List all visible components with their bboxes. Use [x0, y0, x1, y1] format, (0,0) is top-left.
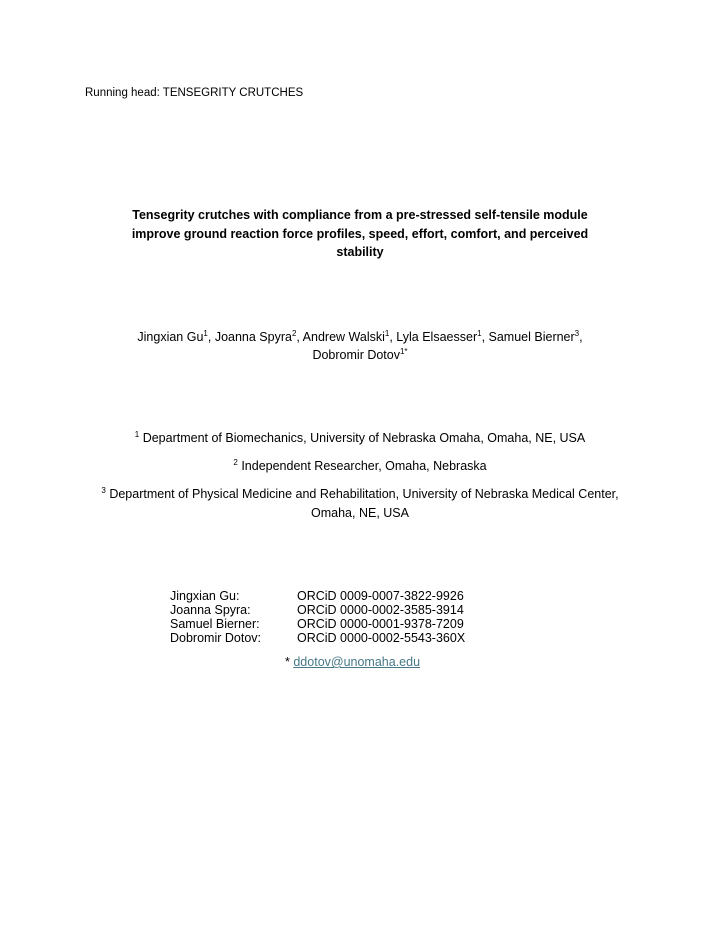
affiliation-text: Department of Biomechanics, University of Nebraska Omaha, Omaha, NE, USA [142, 431, 586, 445]
orcid-id: ORCiD 0009-0007-3822-9926 [297, 589, 464, 603]
running-head: Running head: TENSEGRITY CRUTCHES [85, 87, 304, 99]
affiliation-text: Independent Researcher, Omaha, Nebraska [241, 459, 487, 473]
orcid-row [170, 603, 465, 617]
author-name: Lyla Elsaesser [396, 330, 478, 344]
title-line: stability [336, 245, 384, 259]
orcid-id: ORCiD 0000-0002-3585-3914 [297, 603, 464, 617]
author-affiliation-mark: 1 [384, 328, 390, 338]
author-name: Andrew Walski [302, 330, 385, 344]
affiliation-mark: 2 [233, 457, 238, 467]
author-line-2 [90, 346, 630, 364]
orcid-list [170, 589, 465, 645]
orcid-id: ORCiD 0000-0001-9378-7209 [297, 617, 464, 631]
author-name: Dobromir Dotov [312, 348, 400, 362]
affiliation-mark: 1 [134, 429, 140, 439]
author-affiliation-mark: 1* [399, 346, 408, 356]
affiliation-3 [80, 485, 640, 523]
author-line-1: Jingxian Gu$^1$, Joanna Spyra$^2$, Andrew Walski$^1$, Lyla Elsaesser$^1$, Samuel Bierner$^3$, [137, 328, 583, 344]
author-name: Samuel Bierner [488, 330, 575, 344]
author-affiliation-mark: 3 [574, 328, 580, 338]
corresponding-marker: * [285, 655, 290, 669]
orcid-author: Dobromir Dotov: [170, 631, 261, 645]
author-name: Joanna Spyra [214, 330, 292, 344]
affiliation-text: Department of Physical Medicine and Rehabilitation, University of Nebraska Medical Center, Omaha, NE, USA [109, 487, 619, 520]
email-link[interactable]: ddotov@unomaha.edu [293, 655, 421, 669]
author-name: Jingxian Gu [137, 330, 204, 344]
title-line: Tensegrity crutches with compliance from a pre-stressed self-tensile module [132, 208, 588, 222]
corresponding-author [285, 655, 420, 669]
affiliation-1 [80, 429, 640, 448]
author-list [90, 328, 630, 364]
affiliation-2 [80, 457, 640, 476]
paper-title [90, 206, 630, 262]
author-affiliation-mark: 1 [203, 328, 208, 338]
orcid-author: Jingxian Gu: [170, 589, 240, 603]
title-line: improve ground reaction force profiles, speed, effort, comfort, and perceived [131, 226, 589, 241]
orcid-author: Joanna Spyra: [170, 603, 251, 617]
orcid-row [170, 589, 465, 603]
orcid-row [170, 617, 465, 631]
orcid-row [170, 631, 465, 645]
author-affiliation-mark: 2 [291, 328, 297, 338]
orcid-author: Samuel Bierner: [170, 617, 260, 631]
orcid-id: ORCiD 0000-0002-5543-360X [297, 631, 466, 645]
affiliation-mark: 3 [101, 485, 106, 495]
author-affiliation-mark: 1 [477, 328, 482, 338]
